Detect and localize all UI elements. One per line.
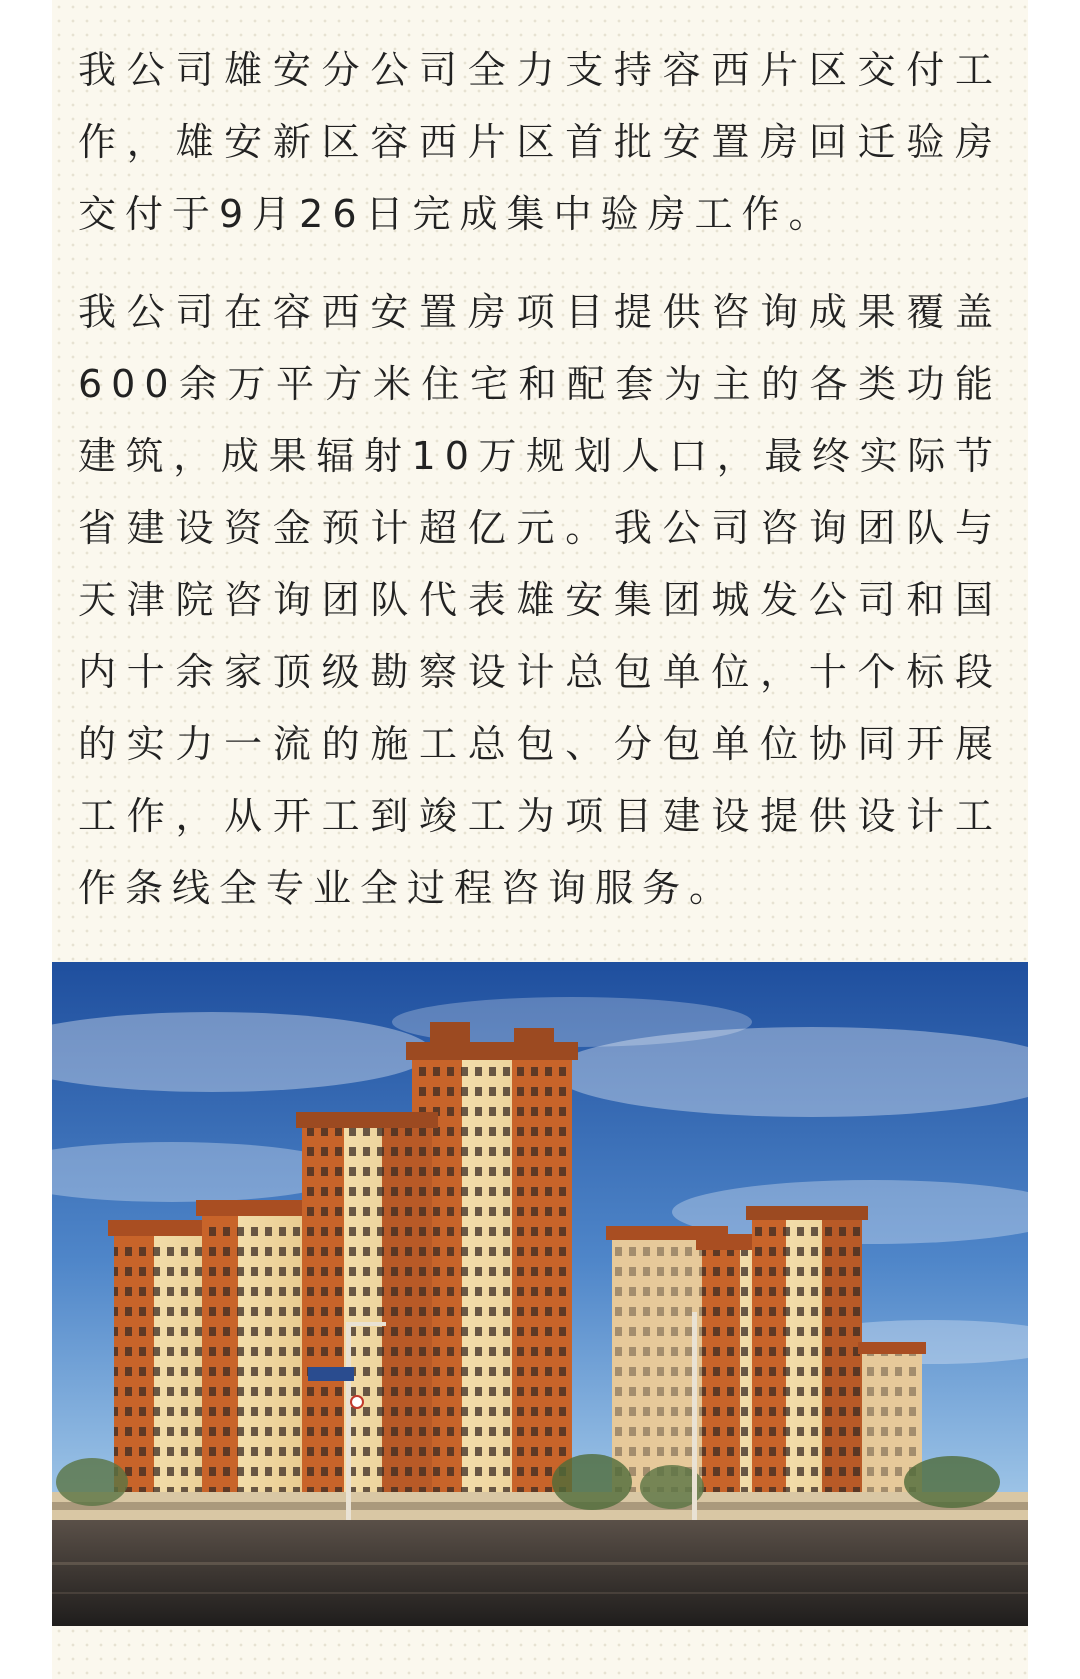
article-body <box>78 34 1002 950</box>
building-photo <box>52 962 1028 1626</box>
paragraph-1: 我公司雄安分公司全力支持容西片区交付工作，雄安新区容西片区首批安置房回迁验房交付于9月26日完成集中验房工作。 <box>78 48 1002 236</box>
paragraph-2: 我公司在容西安置房项目提供咨询成果覆盖600余万平方米住宅和配套为主的各类功能建筑，成果辐射10万规划人口，最终实际节省建设资金预计超亿元。我公司咨询团队与天津院咨询团队代表雄安集团城发公司和国内十余家顶级勘察设计总包单位，十个标段的实力一流的施工总包、分包单位协同开展工作，从开工到竣工为项目建设提供设计工作条线全专业全过程咨询服务。 <box>78 290 1002 910</box>
